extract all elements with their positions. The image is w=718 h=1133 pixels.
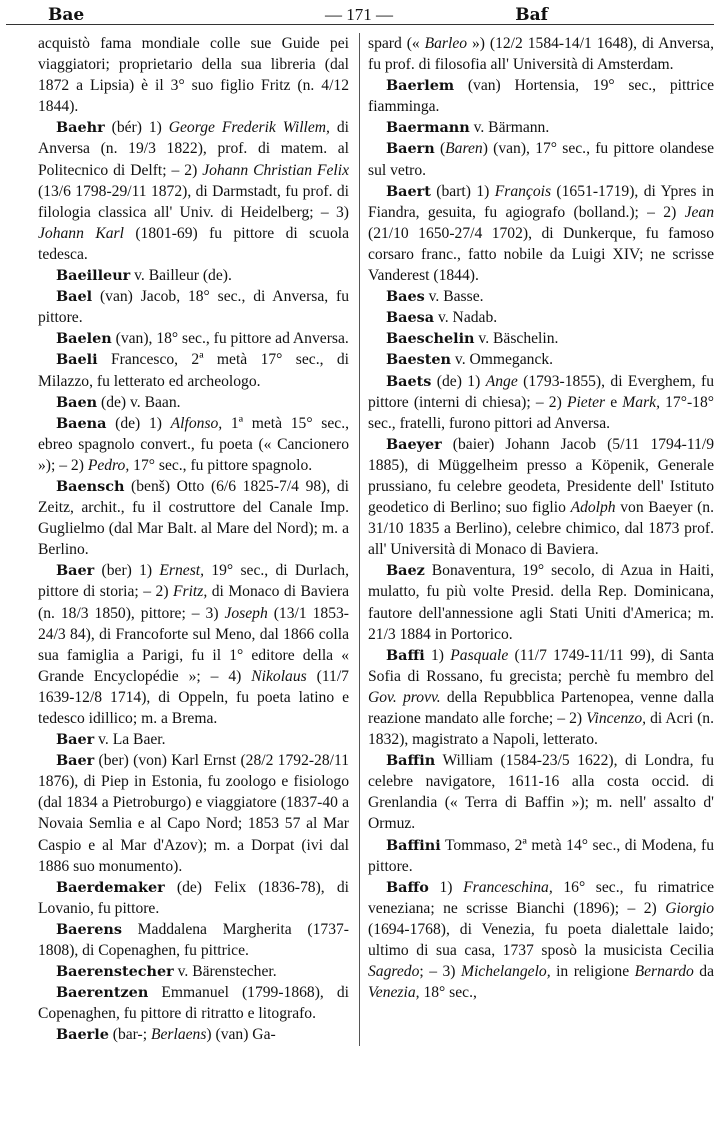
entry-text: von Baeyer (n. 31/10 1835 a Berlino), celebre chimico, dal 1873 prof. all' Università di Monaco di Baviera. [368, 499, 714, 559]
dictionary-entry [368, 560, 714, 644]
dictionary-entry [368, 307, 714, 328]
entry-text: (van) Hortensia, 19° sec., pittrice fiamminga. [368, 77, 714, 116]
entry-text: 17°-18° sec., fratelli, furono pittori ad Anversa. [368, 393, 714, 432]
dictionary-entry [38, 328, 349, 349]
entry-text: Francesco, 2ª metà 17° sec., di Milazzo, fu letterato ed archeologo. [38, 351, 349, 390]
entry-text: (1793-1855), di Everghem, fu pittore (interni di chiesa); – 2) [368, 372, 715, 411]
entry-headword: Baerlem [386, 77, 455, 95]
page-header [6, 4, 712, 26]
entry-italic-text: Jean [684, 203, 714, 221]
entry-italic-text: Bernardo [634, 963, 694, 981]
entry-text: v. Bailleur (de). [130, 267, 232, 285]
entry-headword: Baez [386, 562, 425, 580]
entry-italic-text: Venezia, [368, 984, 420, 1002]
dictionary-entry [368, 33, 714, 75]
entry-headword: Baehr [56, 119, 105, 137]
entry-headword: Baets [386, 372, 432, 390]
entry-italic-text: Adolph [570, 499, 616, 517]
dictionary-entry [38, 877, 349, 919]
entry-text: e [605, 393, 623, 411]
entry-italic-text: Pedro, [87, 456, 130, 474]
dictionary-entry [38, 919, 349, 961]
entry-headword: Baeschelin [386, 330, 475, 348]
entry-text: v. Basse. [424, 288, 484, 306]
entry-text: (de) 1) [106, 414, 171, 432]
entry-headword: Baer [56, 731, 95, 749]
entry-text: 19° sec., di Durlach, pittore di storia; – 2) [38, 562, 349, 601]
entry-italic-text: Michelangelo, [460, 963, 551, 981]
dictionary-entry [38, 750, 349, 877]
entry-text: 18° sec., [419, 984, 477, 1002]
entry-text: v. Bärmann. [469, 119, 550, 137]
entry-text: 1) [428, 878, 464, 896]
dictionary-entry [368, 328, 714, 349]
dictionary-entry [38, 729, 349, 750]
entry-text: (1801-69) fu pittore di scuola tedesca. [38, 224, 350, 263]
entry-headword: Baeilleur [56, 267, 131, 285]
entry-text: (van) Jacob, 18° sec., di Anversa, fu pittore. [38, 288, 349, 327]
entry-text: (de) v. Baan. [97, 393, 181, 411]
header-right-guideword: Baf [515, 5, 548, 25]
entry-headword: Baeyer [386, 435, 442, 453]
dictionary-entry [368, 286, 714, 307]
dictionary-entry [368, 877, 714, 1004]
dictionary-entry [38, 286, 349, 328]
entry-headword: Baermann [386, 119, 470, 137]
dictionary-entry [38, 392, 349, 413]
dictionary-entry [38, 982, 349, 1024]
entry-text: 1) [424, 646, 451, 664]
dictionary-entry [38, 560, 349, 729]
entry-headword: Baesa [386, 309, 435, 327]
entry-italic-text: Johann Karl [38, 224, 124, 242]
entry-italic-text: Franceschina, [463, 878, 553, 896]
entry-italic-text: Baren [445, 140, 483, 158]
dictionary-entry [38, 33, 349, 117]
entry-headword: Baffin [386, 752, 436, 770]
left-column [0, 33, 359, 1046]
entry-text: (bér) 1) [104, 119, 169, 137]
dictionary-entry [368, 835, 714, 877]
entry-italic-text: Vincenzo, [586, 710, 647, 727]
entry-text: (13/1 1853-24/3 84), di Francoforte sul Meno, dal 1866 colla sua famiglia a Parigi, fu il 1° editore della « Grande Encyclopédie »; – 4) [38, 604, 349, 685]
entry-text: v. Nadab. [434, 309, 498, 327]
entry-text: di Acri (n. 1832), magistrato a Napoli, letterato. [368, 710, 715, 749]
entry-headword: Baerenstecher [56, 963, 174, 981]
entry-headword: Baes [386, 288, 425, 306]
entry-text: 16° sec., fu rimatrice veneziana; ne scrisse Bianchi (1896); – 2) [368, 878, 714, 917]
dictionary-entry [38, 117, 349, 265]
entry-text: ») (12/2 1584-14/1 1648), di Anversa, fu prof. di filosofia all' Università di Amsterdam. [368, 35, 714, 74]
entry-text: v. Ommeganck. [451, 351, 554, 369]
dictionary-entry [38, 476, 349, 560]
entry-text: (ber) (von) Karl Ernst (28/2 1792-28/11 1876), di Piep in Estonia, fu zoologo e fisiologo (dal 1834 a Pietroburgo) e viaggiatore (1837-40 a Novaia Semlia e al Capo Nord; 1853 57 al Mar Caspio e al Mar d'Azov); m. a Dorpat (ivi dal 1886 suo monumento). [38, 752, 349, 875]
entry-headword: Baffini [386, 836, 441, 854]
entry-text: v. La Baer. [94, 731, 166, 749]
dictionary-entry [368, 371, 714, 434]
entry-text: 1ª metà 15° sec., ebreo spagnolo convert., fu poeta (« Cancionero »); – 2) [38, 414, 349, 474]
entry-text: (ber) 1) [94, 562, 160, 580]
entry-text: (van), 18° sec., fu pittore ad Anversa. [111, 330, 349, 348]
entry-headword: Baeli [56, 351, 98, 369]
entry-headword: Baelen [56, 330, 112, 348]
entry-headword: Baerdemaker [56, 878, 165, 896]
dictionary-entry [38, 349, 349, 391]
columns [0, 33, 718, 1046]
entry-text: (baier) Johann Jacob (5/11 1794-11/9 1885), di Müggelheim presso a Köpenik, Generale prussiano, fu celebre geodeta, Presidente dell' Istituto geodetico di Berlino; suo figlio [368, 435, 714, 517]
entry-text: acquistò fama mondiale colle sue Guide pei viaggiatori; proprietario della sua libreria (dal 1872 a Lipsia) è il 3° suo figlio Fritz (n. 4/12 1844). [38, 35, 349, 116]
entry-text: (benš) Otto (6/6 1825-7/4 98), di Zeitz, archit., fu il costruttore del Canale Imp. Guglielmo (dal Mar Balt. al Mare del Nord); m. a Berlino. [38, 477, 349, 559]
entry-text: in religione [550, 963, 635, 981]
entry-headword: Baena [56, 414, 107, 432]
header-left-guideword: Bae [48, 5, 85, 25]
dictionary-entry [368, 138, 714, 180]
entry-italic-text: Johann Christian Felix [202, 161, 349, 179]
entry-headword: Baesten [386, 351, 452, 369]
entry-italic-text: François [494, 182, 552, 200]
entry-text: ) (van), 17° sec., fu pittore olandese sul vetro. [368, 140, 715, 179]
entry-italic-text: Sagredo [368, 963, 420, 981]
entry-text: della Repubblica Partenopea, venne dalla reazione mandato alle forche; – 2) [368, 688, 714, 727]
entry-headword: Baffi [386, 646, 425, 664]
dictionary-entry [368, 750, 714, 834]
right-column [359, 33, 718, 1046]
entry-italic-text: Ernest, [159, 562, 205, 580]
entry-text: (21/10 1650-27/4 1702), di Dunkerque, fu famoso corsaro franc., fatto nobile da Luigi XIV; ne scrisse Vanderest (1844). [368, 224, 714, 285]
entry-italic-text: Mark, [622, 393, 660, 411]
dictionary-entry [368, 181, 714, 286]
page-number: — 171 — [325, 5, 393, 24]
dictionary-entry [368, 75, 714, 117]
entry-text: ) (van) Ga- [206, 1026, 276, 1044]
entry-text: (11/7 1639-12/8 1714), di Oppeln, fu poeta latino e tedesco idillico; m. a Brema. [38, 667, 349, 727]
entry-italic-text: Pasquale [450, 646, 509, 664]
entry-text: ( [434, 140, 446, 158]
entry-text: ; – 3) [419, 963, 461, 981]
entry-italic-text: Barleo [424, 35, 468, 52]
entry-headword: Baerens [56, 920, 122, 938]
entry-headword: Baensch [56, 477, 125, 495]
entry-italic-text: Ange [485, 372, 518, 390]
entry-text: (11/7 1749-11/11 99), di Santa Sofia di Rossano, fu grecista; perchè fu membro del [368, 646, 715, 685]
entry-headword: Baert [386, 182, 431, 200]
entry-text: (bar-; [108, 1026, 151, 1044]
entry-headword: Bael [56, 288, 93, 306]
entry-text: Maddalena Margherita (1737-1808), di Copenaghen, fu pittrice. [38, 920, 349, 960]
entry-text: (13/6 1798-29/11 1872), di Darmstadt, fu prof. di filologia classica all' Univ. di Heidelberg; – 3) [38, 182, 349, 221]
entry-text: (de) Felix (1836-78), di Lovanio, fu pittore. [38, 878, 349, 917]
dictionary-entry [38, 265, 349, 286]
entry-italic-text: Alfonso, [170, 414, 223, 432]
entry-headword: Baerle [56, 1026, 109, 1044]
dictionary-entry [368, 434, 714, 561]
entry-text: v. Bäschelin. [474, 330, 559, 348]
entry-italic-text: Pieter [566, 393, 606, 411]
entry-text: (de) 1) [431, 372, 486, 390]
dictionary-entry [368, 645, 714, 750]
entry-text: Bonaventura, 19° secolo, di Azua in Haiti, mulatto, fu più volte Presid. della Rep. Dominicana, fautore dell'annessione agli Stati Uniti d'America; m. 21/3 1884 in Portorico. [368, 562, 714, 643]
entry-headword: Baerentzen [56, 984, 149, 1002]
entry-text: William (1584-23/5 1622), di Londra, fu celebre navigatore, 1611-16 alla costa occid. di Grenlandia (« Terra di Baffin »); m. nell' assalto d' Ormuz. [368, 752, 714, 833]
entry-text: da [693, 963, 714, 981]
entry-headword: Baen [56, 393, 98, 411]
entry-text: (bart) 1) [430, 182, 495, 200]
entry-italic-text: George Frederik Willem, [168, 119, 330, 137]
entry-text: 17° sec., fu pittore spagnolo. [129, 456, 313, 474]
entry-text: (1694-1768), di Venezia, fu poeta dialettale laido; ultimo di sua casa, 1737 sposò la musicista Cecilia [368, 920, 714, 960]
entry-italic-text: Fritz, [173, 583, 208, 601]
entry-text: di Monaco di Baviera (n. 18/3 1850), pittore; – 3) [38, 583, 349, 622]
entry-italic-text: Berlaens [150, 1026, 207, 1044]
entry-italic-text: Joseph [224, 604, 268, 622]
entry-italic-text: Giorgio [665, 899, 714, 917]
entry-headword: Baern [386, 140, 435, 158]
entry-headword: Baer [56, 562, 95, 580]
dictionary-entry [38, 961, 349, 982]
entry-italic-text: Gov. provv. [368, 688, 441, 706]
entry-text: Emmanuel (1799-1868), di Copenaghen, fu pittore di ritratto e litografo. [38, 984, 349, 1023]
dictionary-entry [38, 413, 349, 476]
entry-text: di Anversa (n. 19/3 1822), prof. di matem. al Politecnico di Delft; – 2) [38, 119, 350, 179]
entry-headword: Baffo [386, 878, 429, 896]
entry-italic-text: Nikolaus [251, 667, 307, 685]
entry-text: v. Bärenstecher. [173, 963, 277, 981]
dictionary-entry [38, 1024, 349, 1045]
header-rule [6, 24, 714, 25]
entry-text: (1651-1719), di Ypres in Fiandra, gesuita, fu agiografo (bolland.); – 2) [368, 182, 714, 221]
dictionary-entry [368, 349, 714, 370]
entry-text: spard (« [368, 35, 425, 52]
dictionary-entry [368, 117, 714, 138]
entry-headword: Baer [56, 752, 95, 770]
entry-text: Tommaso, 2ª metà 14° sec., di Modena, fu pittore. [368, 836, 714, 875]
